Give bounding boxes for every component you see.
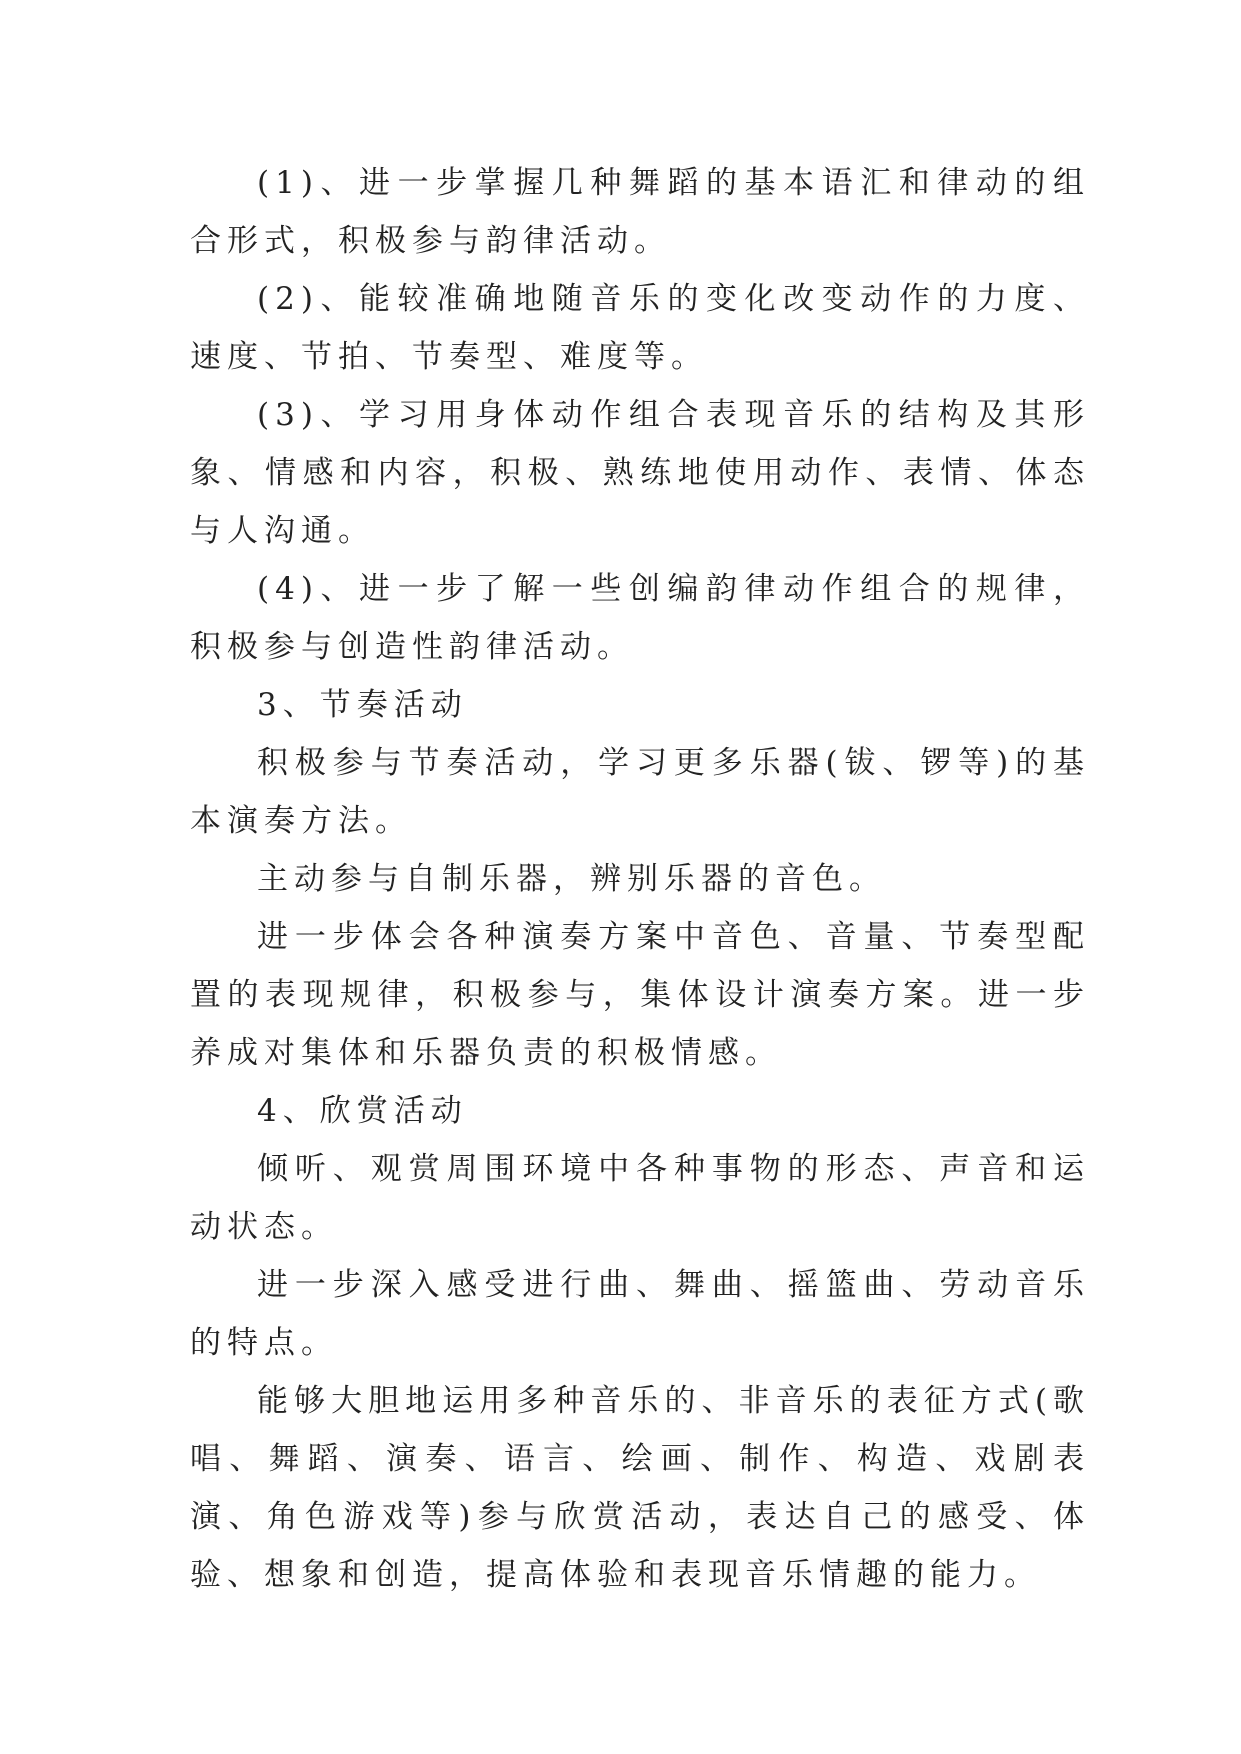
section-heading-appreciation: 4、欣赏活动: [257, 1093, 468, 1129]
document-body: [190, 154, 1090, 1604]
paragraph-3: (3)、学习用身体动作组合表现音乐的结构及其形象、情感和内容，积极、熟练地使用动作、表情、体态与人沟通。: [190, 397, 1090, 549]
paragraph-rhythm-1: 积极参与节奏活动，学习更多乐器(钹、锣等)的基本演奏方法。: [190, 745, 1090, 839]
paragraph-rhythm-3: 进一步体会各种演奏方案中音色、音量、节奏型配置的表现规律，积极参与，集体设计演奏方案。进一步养成对集体和乐器负责的积极情感。: [190, 919, 1090, 1071]
paragraph-appreciation-1: 倾听、观赏周围环境中各种事物的形态、声音和运动状态。: [190, 1151, 1090, 1245]
section-heading-rhythm: 3、节奏活动: [257, 687, 468, 723]
paragraph-rhythm-2: 主动参与自制乐器，辨别乐器的音色。: [257, 861, 886, 897]
paragraph-4: (4)、进一步了解一些创编韵律动作组合的规律，积极参与创造性韵律活动。: [190, 571, 1090, 665]
paragraph-2: (2)、能较准确地随音乐的变化改变动作的力度、速度、节拍、节奏型、难度等。: [190, 281, 1090, 375]
paragraph-1: (1)、进一步掌握几种舞蹈的基本语汇和律动的组合形式，积极参与韵律活动。: [190, 165, 1090, 259]
paragraph-appreciation-3: 能够大胆地运用多种音乐的、非音乐的表征方式(歌唱、舞蹈、演奏、语言、绘画、制作、构造、戏剧表演、角色游戏等)参与欣赏活动，表达自己的感受、体验、想象和创造，提高体验和表现音乐情趣的能力。: [190, 1383, 1090, 1593]
paragraph-appreciation-2: 进一步深入感受进行曲、舞曲、摇篮曲、劳动音乐的特点。: [190, 1267, 1090, 1361]
